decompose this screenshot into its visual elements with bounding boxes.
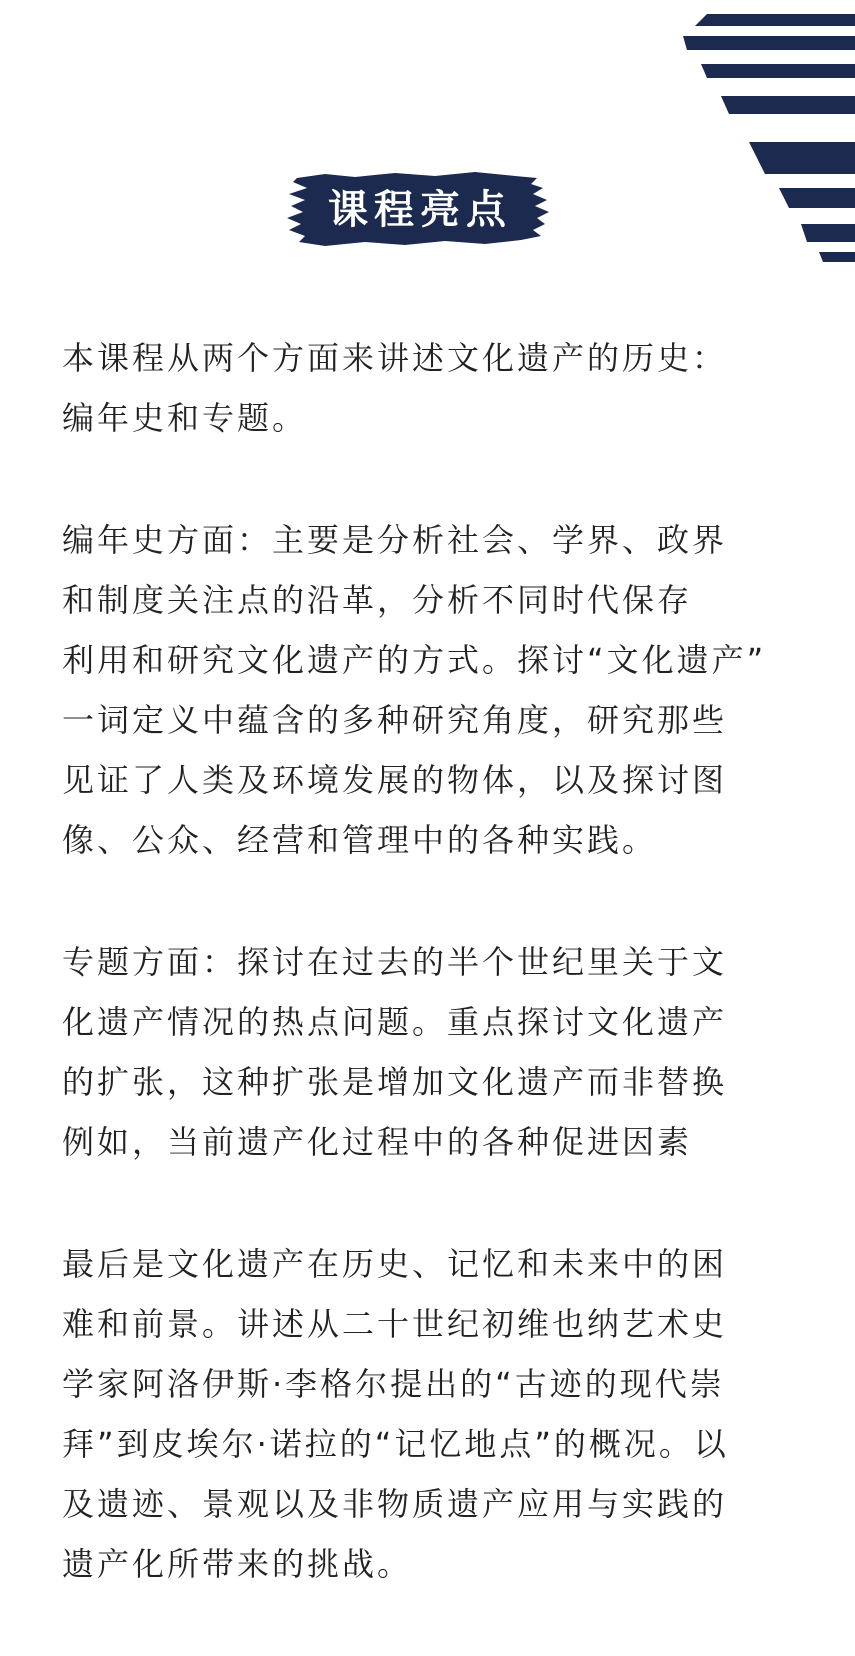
text-line: 编年史和专题。 xyxy=(62,399,308,437)
text-line: 例如，当前遗产化过程中的各种促进因素 xyxy=(62,1123,693,1161)
text-line: 一词定义中蕴含的多种研究角度，研究那些 xyxy=(62,701,728,739)
page-title: 课程亮点 xyxy=(328,187,512,233)
text-line: 遗产化所带来的挑战。 xyxy=(62,1545,413,1583)
text-line: 见证了人类及环境发展的物体，以及探讨图 xyxy=(62,761,728,799)
text-line: 及遗迹、景观以及非物质遗产应用与实践的 xyxy=(62,1485,728,1523)
text-line: 利用和研究文化遗产的方式。探讨“文化遗产” xyxy=(62,641,767,679)
text-line: 和制度关注点的沿革，分析不同时代保存 xyxy=(62,581,693,619)
text-line: 的扩张，这种扩张是增加文化遗产而非替换 xyxy=(62,1063,728,1101)
text-line: 专题方面：探讨在过去的半个世纪里关于文 xyxy=(62,943,728,981)
text-line: 编年史方面：主要是分析社会、学界、政界 xyxy=(62,521,728,559)
decorative-stripes xyxy=(655,0,855,300)
paragraph-conclusion xyxy=(62,1234,822,1594)
text-line: 像、公众、经营和管理中的各种实践。 xyxy=(62,821,658,859)
text-line: 拜”到皮埃尔·诺拉的“记忆地点”的概况。以 xyxy=(62,1425,729,1463)
text-line: 难和前景。讲述从二十世纪初维也纳艺术史 xyxy=(62,1305,728,1343)
course-highlights-content xyxy=(62,328,822,1656)
text-line: 化遗产情况的热点问题。重点探讨文化遗产 xyxy=(62,1003,728,1041)
paragraph-chronology xyxy=(62,510,822,870)
text-line: 最后是文化遗产在历史、记忆和未来中的困 xyxy=(62,1245,728,1283)
text-line: 本课程从两个方面来讲述文化遗产的历史： xyxy=(62,339,728,377)
paragraph-topics xyxy=(62,932,822,1172)
section-header-badge xyxy=(285,168,555,252)
text-line: 学家阿洛伊斯·李格尔提出的“古迹的现代崇 xyxy=(62,1365,725,1403)
paragraph-intro xyxy=(62,328,822,448)
